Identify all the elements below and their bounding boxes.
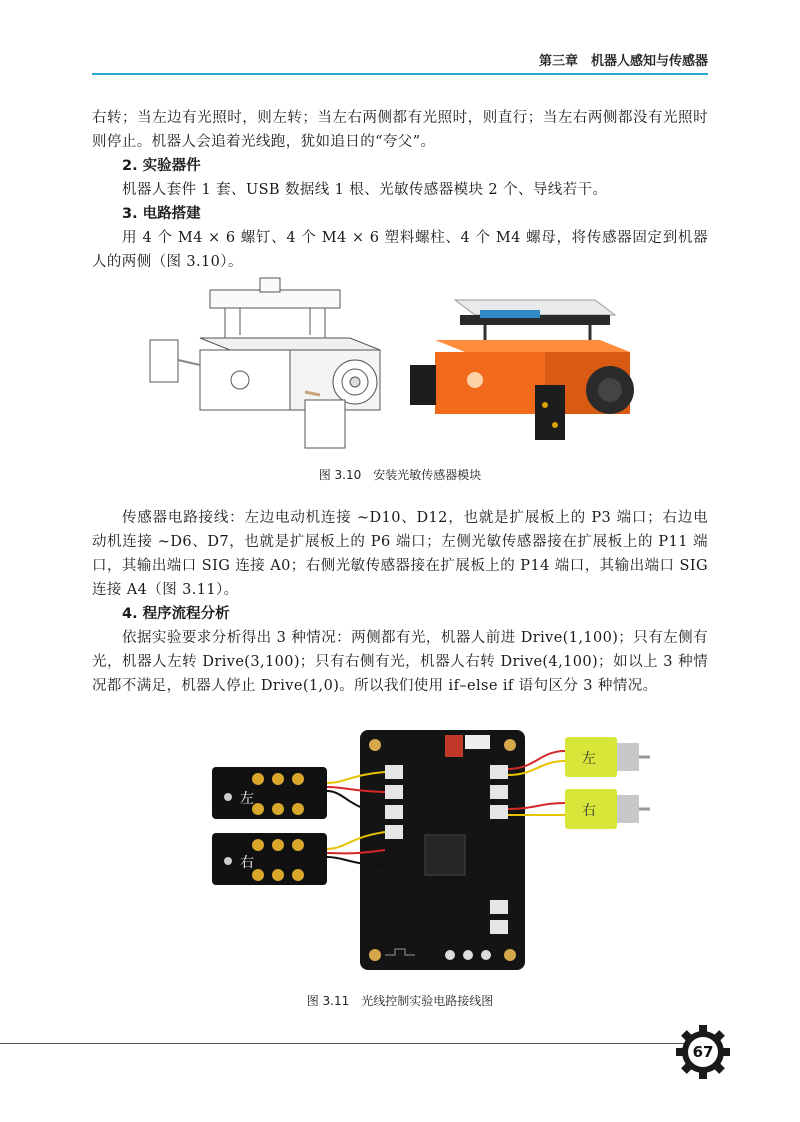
footer-rule [0, 1043, 690, 1044]
right-light-sensor [212, 833, 327, 885]
figure-3-10-caption: 图 3.10 安装光敏传感器模块 [318, 468, 482, 482]
left-light-sensor [212, 767, 327, 819]
robot-photo [410, 300, 634, 440]
heading-circuit: 3. 电路搭建 [122, 206, 201, 222]
header-rule [92, 73, 708, 75]
right-motor [565, 789, 650, 829]
left-motor [565, 737, 650, 777]
right-motor-label: 右 [582, 803, 596, 819]
paragraph-flow: 依据实验要求分析得出 3 种情况：两侧都有光，机器人前进 Drive(1,100)；只有左侧有光，机器人左转 Drive(3,100)；只有右侧有光，机器人右转 Drive(4,100)；如以上 3 种情况都不满足，机器人停止 Drive(1,0)。所以我们使用 if–else if 语句区分 3 种情况。 [92, 630, 708, 694]
heading-flow-analysis: 4. 程序流程分析 [122, 606, 230, 622]
figure-3-11-caption: 图 3.11 光线控制实验电路接线图 [306, 994, 494, 1008]
paragraph-components: 机器人套件 1 套、USB 数据线 1 根、光敏传感器模块 2 个、导线若干。 [122, 182, 608, 198]
paragraph-1: 右转；当左边有光照时，则左转；当左右两侧都有光照时，则直行；当左右两侧都没有光照时则停止。机器人会追着光线跑，犹如追日的“夸父”。 [92, 110, 708, 150]
right-sensor-label: 右 [240, 855, 254, 871]
chapter-header: 第三章 机器人感知与传感器 [538, 54, 708, 69]
robot-line-drawing [150, 278, 380, 448]
paragraph-circuit: 用 4 个 M4 × 6 螺钉、4 个 M4 × 6 塑料螺柱、4 个 M4 螺母，将传感器固定到机器人的两侧（图 3.10）。 [92, 230, 708, 270]
figure-3-11-wiring-diagram [210, 725, 650, 975]
paragraph-wiring: 传感器电路接线：左边电动机连接 ~D10、D12，也就是扩展板上的 P3 端口；右边电动机连接 ~D6、D7，也就是扩展板上的 P6 端口；左侧光敏传感器接在扩展板上的 P11 端口，其输出端口 SIG 连接 A0；右侧光敏传感器接在扩展板上的 P14 端口，其输出端口 SIG 连接 A4（图 3.11）。 [92, 510, 708, 598]
left-sensor-label: 左 [240, 791, 254, 807]
figure-3-10-robot-images [140, 270, 660, 460]
heading-components: 2. 实验器件 [122, 158, 201, 174]
page-number: 67 [692, 1043, 714, 1061]
left-motor-label: 左 [582, 751, 596, 767]
